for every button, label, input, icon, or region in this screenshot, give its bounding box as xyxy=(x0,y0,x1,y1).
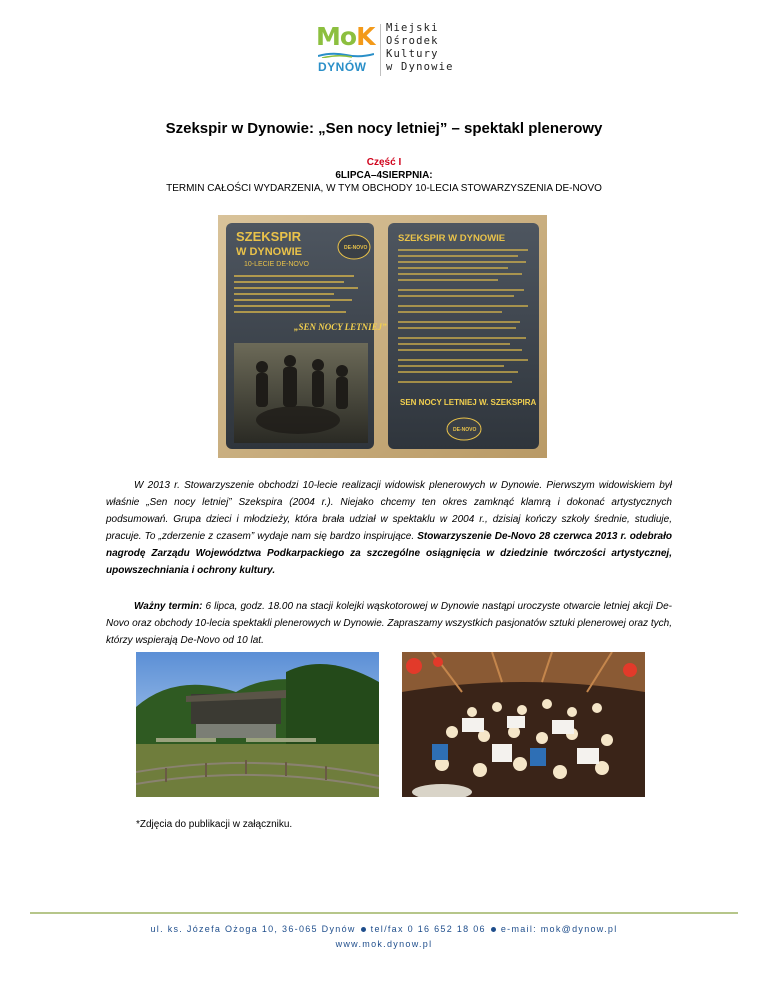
event-dates: 6LIPCA–4SIERPNIA: xyxy=(335,170,433,181)
logo-city: DYNÓW xyxy=(318,60,367,74)
logo-divider xyxy=(380,24,381,76)
svg-text:DE-NOVO: DE-NOVO xyxy=(344,245,368,251)
footer-phone: tel/fax 0 16 652 18 06 xyxy=(370,924,486,934)
svg-text:DE-NOVO: DE-NOVO xyxy=(453,427,477,433)
poster-left-title2: W DYNOWIE xyxy=(236,246,302,258)
logo-mok-letters: MoK xyxy=(316,22,375,51)
footer-divider xyxy=(30,912,738,914)
logo-text: Miejski Ośrodek Kultury w Dynowie xyxy=(386,22,454,73)
poster-right-title: SZEKSPIR W DYNOWIE xyxy=(398,233,506,244)
paragraph-important-date: Ważny termin: 6 lipca, godz. 18.00 na stacji kolejki wąskotorowej w Dynowie nastąpi uroczyste otwarcie letniej akcji De-Novo oraz obchody 10-lecia spektakli plenerowych w Dynowie. Zapraszamy wszystkich pasjonatów sztuki plenerowej oraz tych, którzy wspierają De-Novo od 10 lat. xyxy=(106,601,672,646)
event-poster xyxy=(218,215,547,458)
footer-website[interactable]: www.mok.dynow.pl xyxy=(335,939,433,949)
footer-address: ul. ks. Józefa Ożoga 10, 36-065 Dynów xyxy=(150,924,356,934)
logo-swoosh xyxy=(318,52,374,58)
poster-left-badge xyxy=(338,235,370,259)
photo-note: *Zdjęcia do publikacji w załączniku. xyxy=(136,819,293,830)
logo-mark xyxy=(316,22,376,76)
photo-railway-station xyxy=(136,652,379,797)
poster-left-highlight: „SEN NOCY LETNIEJ” xyxy=(294,322,387,332)
mok-logo xyxy=(316,22,466,78)
poster-right-banner: SEN NOCY LETNIEJ W. SZEKSPIRA xyxy=(400,398,537,407)
footer-contact xyxy=(0,924,768,934)
poster-left-title1: SZEKSPIR xyxy=(236,229,302,244)
event-term: TERMIN CAŁOŚCI WYDARZENIA, W TYM OBCHODY 10-LECIA STOWARZYSZENIA DE-NOVO xyxy=(166,183,602,194)
poster-right-badge xyxy=(447,418,481,440)
bullet-icon xyxy=(491,927,496,932)
photo-celebration-crowd xyxy=(402,652,645,797)
page-title: Szekspir w Dynowie: „Sen nocy letniej” – spektakl plenerowy xyxy=(165,120,603,137)
footer-email[interactable]: e-mail: mok@dynow.pl xyxy=(500,924,618,934)
paragraph-anniversary: W 2013 r. Stowarzyszenie obchodzi 10-lecie realizacji widowisk plenerowych w Dynowie. Pierwszym widowiskiem był właśnie „Sen nocy letniej” Szekspira (2004 r.). Niejako chcemy ten okres zamknąć klamrą i dokonać artystycznych podsumowań. Grupa dzieci i młodzieży, która brała udział w spektaklu w 2004 r., dzisiaj kończy szkoły średnie, studiuje, pracuje. To „zderzenie z czasem” wydaje nam się bardzo inspirujące. Stowarzyszenie De-Novo 28 czerwca 2013 r. odebrało nagrodę Zarządu Województwa Podkarpackiego za szczególne osiągnięcia w dziedzinie twórczości artystycznej, upowszechniania i ochrony kultury. xyxy=(106,480,672,576)
bullet-icon xyxy=(361,927,366,932)
poster-left-subtitle: 10-LECIE DE-NOVO xyxy=(244,261,309,268)
part-label: Część I xyxy=(366,157,402,168)
